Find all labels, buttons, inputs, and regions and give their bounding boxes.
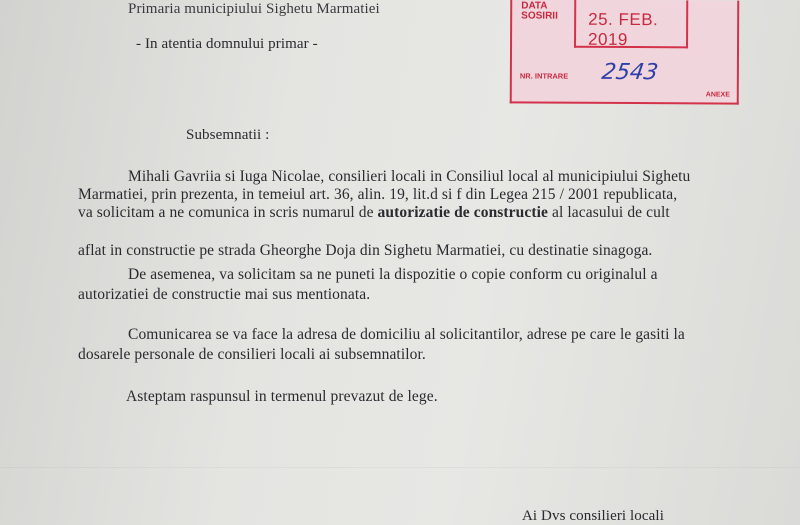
institution-header: Primaria municipiului Sighetu Marmatiei bbox=[128, 1, 380, 17]
stamp-date: 25. FEB. 2019 bbox=[588, 9, 659, 50]
attention-line: - In atentia domnului primar - bbox=[136, 36, 318, 52]
paragraph-1-line-3 bbox=[78, 204, 670, 222]
paragraph-1-line-3-start: va solicitam a ne comunica in scris numarul de bbox=[78, 204, 378, 221]
stamp-date-label: DATA SOSIRII bbox=[521, 0, 558, 22]
paragraph-4: Asteptam raspunsul in termenul prevazut de lege. bbox=[126, 388, 438, 405]
paragraph-1-line-4: aflat in constructie pe strada Gheorghe Doja din Sighetu Marmatiei, cu destinatie sinagoga. bbox=[78, 242, 653, 259]
bold-authorization-text: autorizatie de constructie bbox=[377, 204, 549, 221]
paper-fold bbox=[0, 467, 800, 468]
paragraph-1-line-1: Mihali Gavriia si Iuga Nicolae, consilieri locali in Consiliul local al municipiului Sighetu bbox=[128, 168, 691, 185]
paragraph-2-line-2: autorizatiei de constructie mai sus mentionata. bbox=[78, 286, 371, 303]
salutation: Subsemnatii : bbox=[186, 127, 270, 143]
stamp-number: 2543 bbox=[600, 59, 660, 86]
paragraph-3-line-2: dosarele personale de consilieri locali ai subsemnatilor. bbox=[78, 346, 426, 363]
paragraph-2-line-1: De asemenea, va solicitam sa ne puneti la dispozitie o copie conform cu originalul a bbox=[128, 266, 658, 283]
paragraph-3-line-1: Comunicarea se va face la adresa de domiciliu al solicitantilor, adrese pe care le gasiti la bbox=[128, 326, 685, 343]
paragraph-1-line-2: Marmatiei, prin prezenta, in temeiul art. 36, alin. 19, lit.d si f din Legea 215 / 2001 republicata, bbox=[78, 186, 678, 203]
stamp-date-box bbox=[574, 0, 688, 48]
registration-stamp bbox=[510, 0, 740, 105]
stamp-annex-label: ANEXE bbox=[705, 91, 730, 99]
paragraph-1-line-3-end: al lacasului de cult bbox=[548, 204, 670, 221]
signature-line: Ai Dvs consilieri locali bbox=[522, 508, 664, 524]
stamp-number-label: NR. INTRARE bbox=[519, 71, 569, 81]
